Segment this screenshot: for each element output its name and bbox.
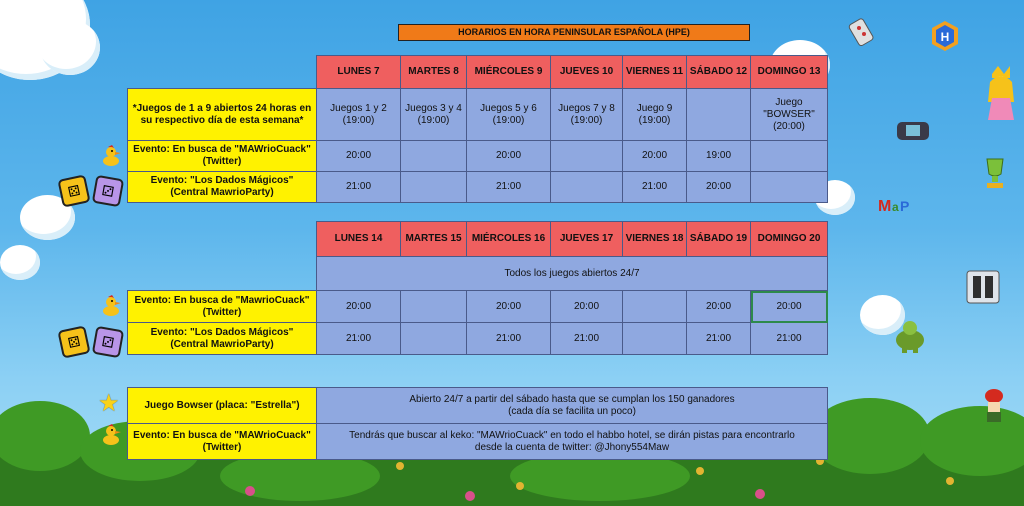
row-label: Juego Bowser (placa: "Estrella") xyxy=(128,388,317,424)
schedule-cell: 19:00 xyxy=(687,141,751,172)
duck-icon xyxy=(102,145,122,167)
schedule-cell: Juego "BOWSER" (20:00) xyxy=(751,89,828,141)
day-header: DOMINGO 13 xyxy=(751,56,828,89)
duck-icon xyxy=(102,295,122,317)
svg-text:M: M xyxy=(878,198,892,215)
schedule-cell: Juegos 7 y 8 (19:00) xyxy=(551,89,623,141)
info-table xyxy=(127,387,828,460)
schedule-cell: 21:00 xyxy=(317,172,401,203)
schedule-cell: Juegos 3 y 4 (19:00) xyxy=(401,89,467,141)
schedule-cell xyxy=(623,323,687,355)
schedule-cell: 20:00 xyxy=(551,291,623,323)
dice-icon: ⚂ xyxy=(92,326,124,358)
day-header: SÁBADO 12 xyxy=(687,56,751,89)
gameboy-icon xyxy=(896,120,930,142)
schedule-cell xyxy=(551,141,623,172)
dice-icon: ⚂ xyxy=(92,175,124,207)
cloud-top-left-2 xyxy=(40,20,100,75)
schedule-cell: 21:00 xyxy=(467,172,551,203)
day-header: MARTES 8 xyxy=(401,56,467,89)
day-header: LUNES 14 xyxy=(317,222,401,257)
page-title: HORARIOS EN HORA PENINSULAR ESPAÑOLA (HPE) xyxy=(398,24,750,41)
schedule-cell-selected[interactable]: 20:00 xyxy=(751,291,828,323)
table-row xyxy=(128,424,828,460)
schedule-cell: 20:00 xyxy=(317,141,401,172)
schedule-cell: Juegos 1 y 2 (19:00) xyxy=(317,89,401,141)
info-cell: Abierto 24/7 a partir del sábado hasta que se cumplan los 150 ganadores (cada día se facilita un poco) xyxy=(317,388,828,424)
schedule-cell: 20:00 xyxy=(623,141,687,172)
table-row xyxy=(128,89,828,141)
schedule-cell: 21:00 xyxy=(551,323,623,355)
schedule-cell: 21:00 xyxy=(467,323,551,355)
row-label: *Juegos de 1 a 9 abiertos 24 horas en su respectivo día de esta semana* xyxy=(128,89,317,141)
dice-icon: ⚄ xyxy=(57,174,90,207)
schedule-cell xyxy=(401,172,467,203)
star-icon: ★ xyxy=(98,390,120,417)
day-header: VIERNES 18 xyxy=(623,222,687,257)
row-label: Evento: En busca de "MawrioCuack" (Twitter) xyxy=(128,291,317,323)
schedule-cell xyxy=(551,172,623,203)
table-row xyxy=(128,141,828,172)
schedule-cell: Juegos 5 y 6 (19:00) xyxy=(467,89,551,141)
schedule-cell xyxy=(401,323,467,355)
table-row xyxy=(128,323,828,355)
schedule-cell: 21:00 xyxy=(751,323,828,355)
table-row xyxy=(128,291,828,323)
schedule-cell xyxy=(687,89,751,141)
day-header: MIÉRCOLES 16 xyxy=(467,222,551,257)
mawrio-logo-icon xyxy=(878,193,912,217)
week2-table xyxy=(127,221,828,355)
day-header: VIERNES 11 xyxy=(623,56,687,89)
cloud-left-low xyxy=(0,245,40,280)
day-header: SÁBADO 19 xyxy=(687,222,751,257)
week1-table xyxy=(127,55,828,203)
info-cell: Tendrás que buscar al keko: "MAWrioCuack" en todo el habbo hotel, se dirán pistas para encontrarlo desde la cuenta de twitter: @Jhony554Maw xyxy=(317,424,828,460)
dice-icon: ⚄ xyxy=(57,325,90,358)
trophy-icon xyxy=(980,156,1010,190)
schedule-cell: 20:00 xyxy=(467,141,551,172)
mushroom-character-icon xyxy=(982,388,1006,422)
pixel-character-icon xyxy=(966,270,1000,304)
row-label: Evento: En busca de "MAWrioCuack" (Twitter) xyxy=(128,424,317,460)
schedule-cell xyxy=(623,291,687,323)
day-header: MIÉRCOLES 9 xyxy=(467,56,551,89)
princess-icon xyxy=(984,62,1018,120)
schedule-cell: 21:00 xyxy=(623,172,687,203)
schedule-cell: 20:00 xyxy=(467,291,551,323)
schedule-cell: 20:00 xyxy=(687,172,751,203)
schedule-cell: Juego 9 (19:00) xyxy=(623,89,687,141)
row-label: Evento: "Los Dados Mágicos" (Central MawrioParty) xyxy=(128,323,317,355)
schedule-cell: 20:00 xyxy=(687,291,751,323)
duck-icon xyxy=(102,424,122,446)
schedule-cell xyxy=(401,141,467,172)
day-header: JUEVES 10 xyxy=(551,56,623,89)
schedule-cell xyxy=(751,172,828,203)
all-open-banner: Todos los juegos abiertos 24/7 xyxy=(317,257,828,291)
day-header: LUNES 7 xyxy=(317,56,401,89)
schedule-cell: 20:00 xyxy=(317,291,401,323)
schedule-cell: 21:00 xyxy=(317,323,401,355)
controller-icon xyxy=(846,14,876,46)
row-label: Evento: "Los Dados Mágicos" (Central MawrioParty) xyxy=(128,172,317,203)
habbo-logo-icon xyxy=(930,20,960,52)
table-row xyxy=(128,388,828,424)
svg-text:H: H xyxy=(940,30,950,44)
svg-text:a: a xyxy=(892,200,899,214)
day-header: MARTES 15 xyxy=(401,222,467,257)
schedule-cell xyxy=(401,291,467,323)
turtle-character-icon xyxy=(892,318,928,354)
table-row xyxy=(128,172,828,203)
schedule-cell xyxy=(751,141,828,172)
svg-text:P: P xyxy=(900,198,910,214)
day-header: JUEVES 17 xyxy=(551,222,623,257)
schedule-cell: 21:00 xyxy=(687,323,751,355)
row-label: Evento: En busca de "MAWrioCuack" (Twitter) xyxy=(128,141,317,172)
day-header: DOMINGO 20 xyxy=(751,222,828,257)
